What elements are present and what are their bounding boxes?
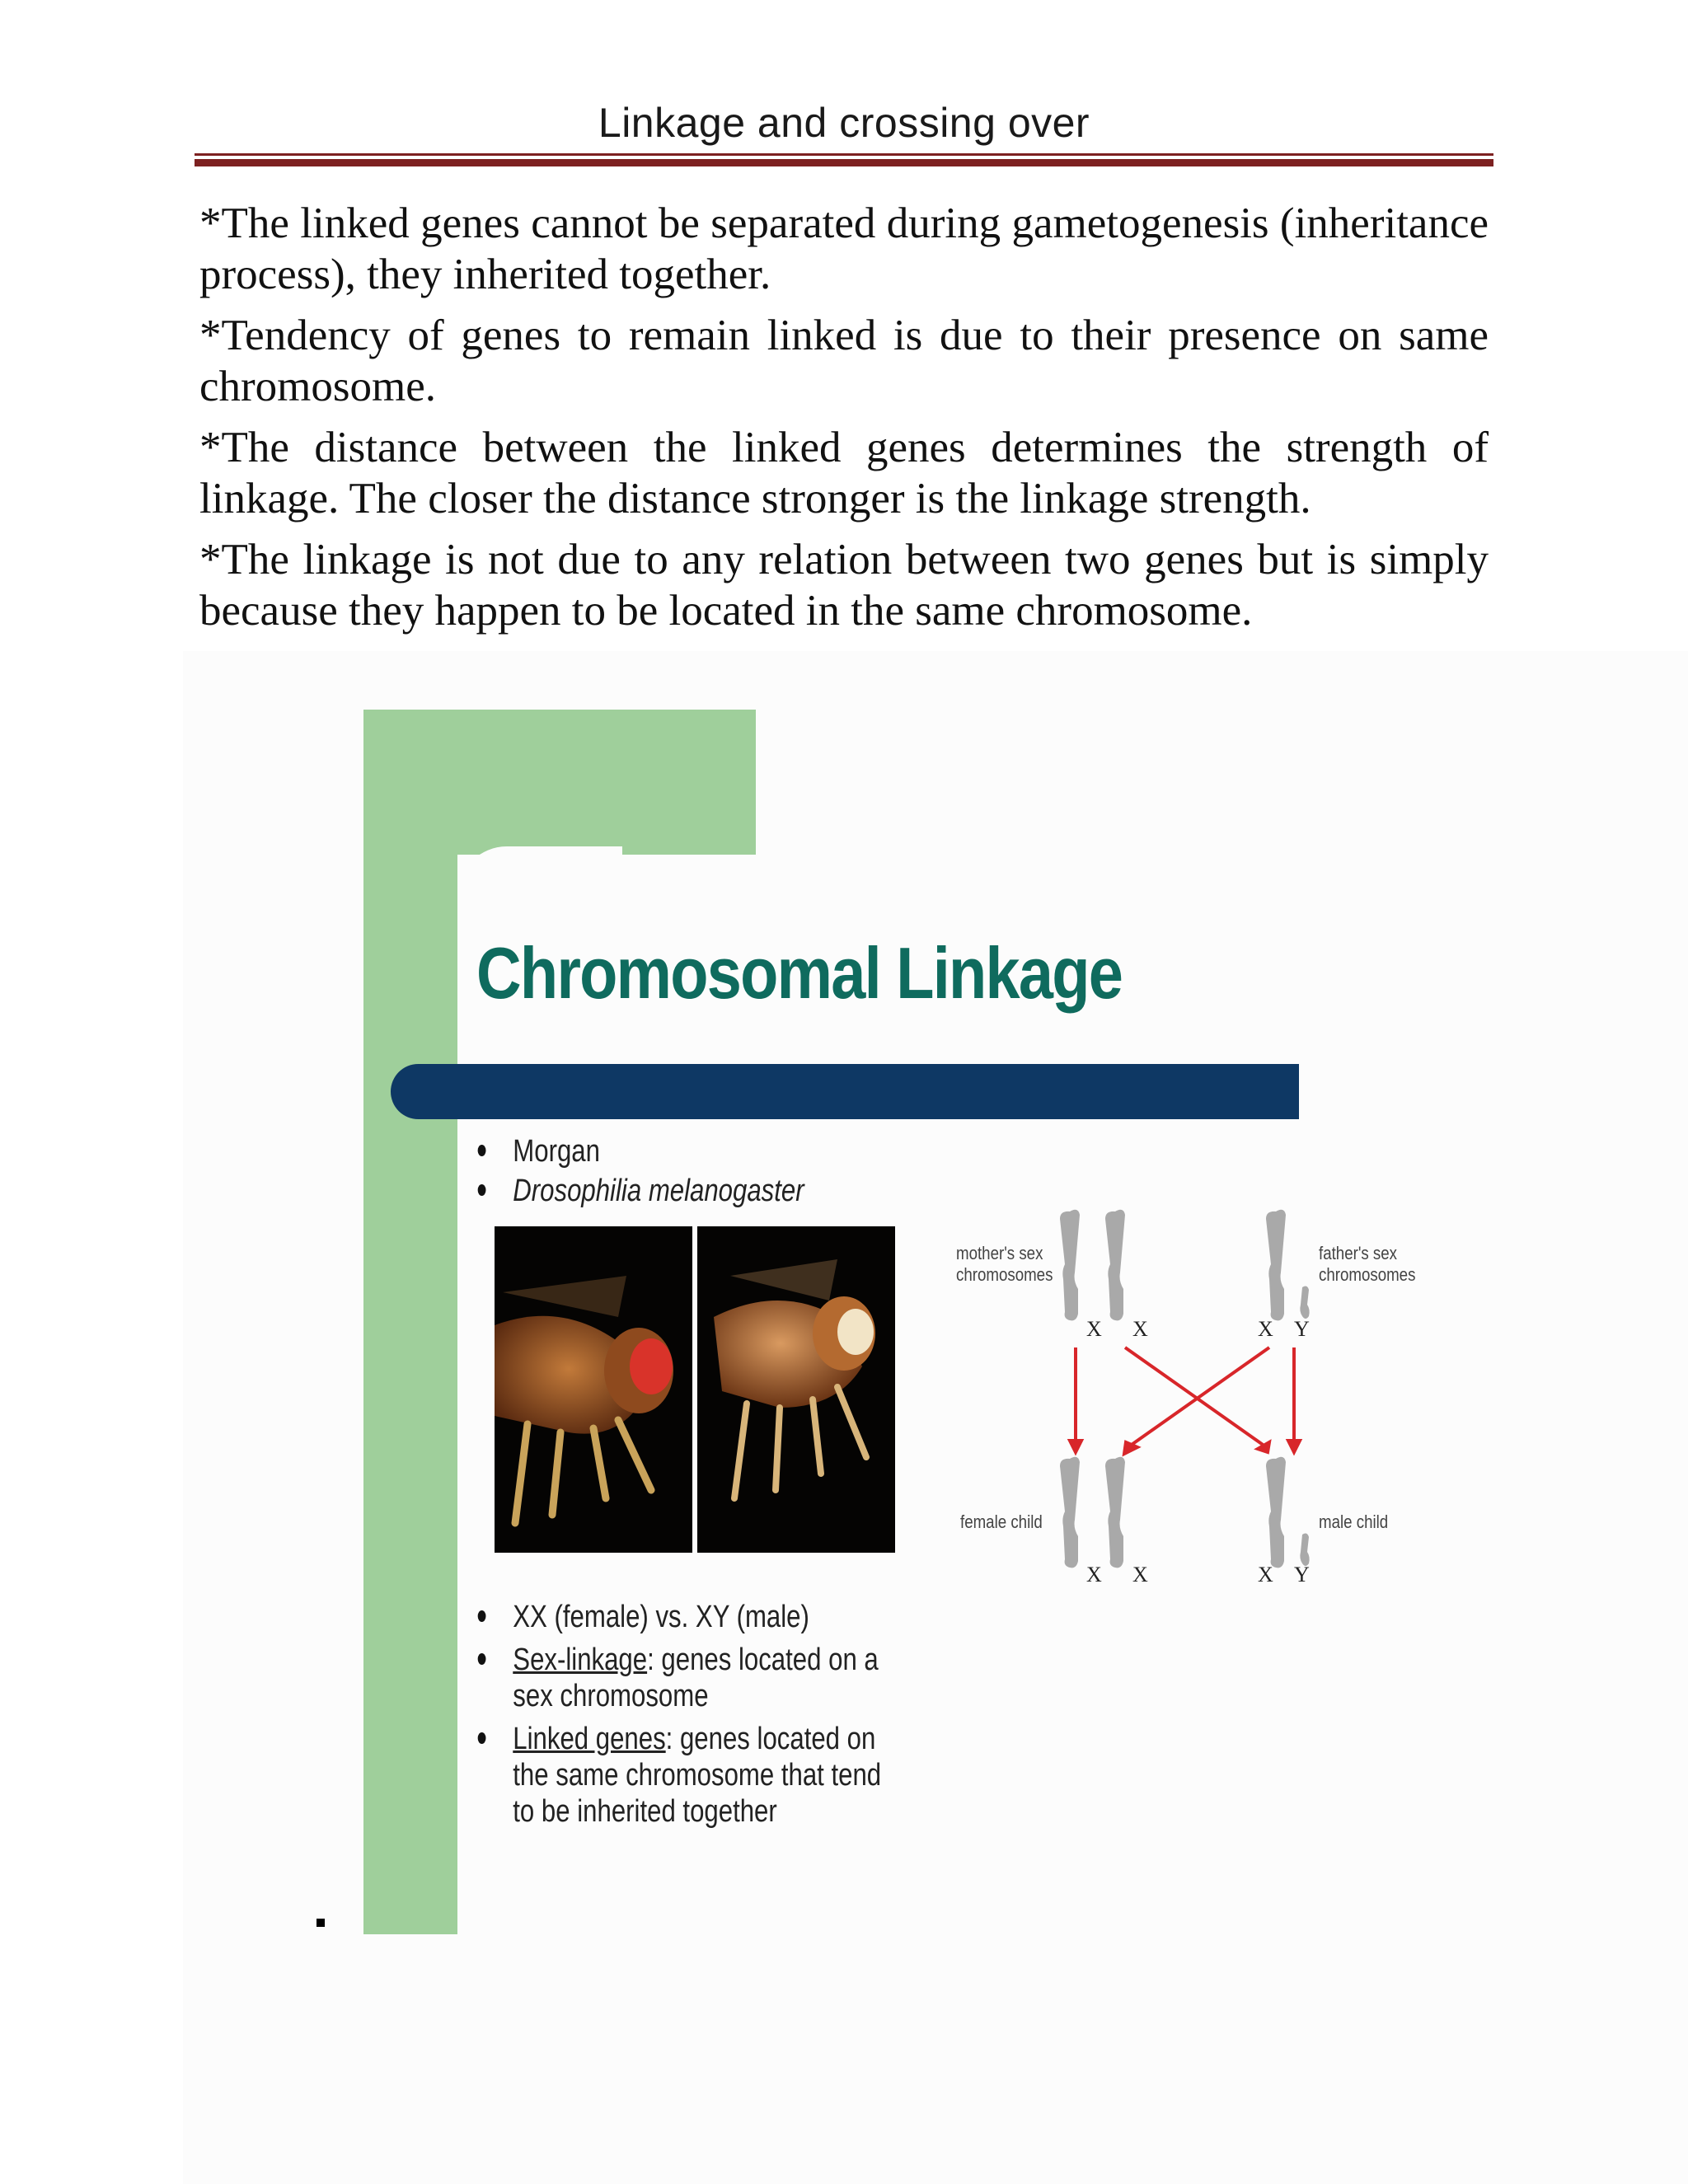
slide-title: Chromosomal Linkage bbox=[476, 932, 1123, 1014]
bullet-morgan bbox=[476, 1133, 804, 1169]
bullet-sex-linkage bbox=[476, 1642, 882, 1714]
bullet-text: XX (female) vs. XY (male) bbox=[513, 1600, 809, 1634]
bullet-linked-genes bbox=[476, 1721, 882, 1830]
bullet-text: : genes located on a sex chromosome bbox=[513, 1643, 879, 1713]
label-x: X bbox=[1258, 1317, 1273, 1341]
slide-title-bar bbox=[391, 1064, 1299, 1119]
father-label: father's sex chromosomes bbox=[1319, 1243, 1416, 1285]
bullet-dot bbox=[478, 1732, 486, 1744]
female-child-label: female child bbox=[960, 1511, 1043, 1532]
mother-label: mother's sex chromosomes bbox=[956, 1243, 1053, 1285]
paragraph-1: *The linked genes cannot be separated during gametogenesis (inheritance process), they inherited together. bbox=[199, 199, 1489, 298]
label-x: X bbox=[1258, 1563, 1273, 1586]
bullet-text: Drosophilia melanogaster bbox=[513, 1174, 804, 1208]
body-text bbox=[199, 198, 1489, 646]
chromosome-graphics bbox=[940, 1195, 1434, 1607]
bullet-dot bbox=[478, 1653, 486, 1665]
chromosome-x-father bbox=[1266, 1210, 1286, 1321]
label-y: Y bbox=[1294, 1563, 1310, 1586]
bullet-dot bbox=[478, 1145, 486, 1156]
arrow-mother-to-son bbox=[1125, 1347, 1265, 1446]
male-child-label: male child bbox=[1319, 1511, 1389, 1532]
arrow-father-to-daughter bbox=[1129, 1347, 1269, 1446]
page-header-title: Linkage and crossing over bbox=[598, 100, 1090, 146]
slide-green-block-left bbox=[363, 710, 457, 1934]
paragraph-4: *The linkage is not due to any relation between two genes but is simply because they happen to be located in the same chromosome. bbox=[199, 536, 1489, 635]
chromosome-x-son bbox=[1266, 1457, 1286, 1568]
drosophila-photo-right bbox=[697, 1226, 895, 1553]
bullet-xx-xy bbox=[476, 1599, 882, 1635]
chromosome-x-daughter-1 bbox=[1060, 1457, 1080, 1568]
fly-illustration-right bbox=[697, 1226, 895, 1553]
label-x: X bbox=[1132, 1563, 1148, 1586]
bullet-text: : genes located on the same chromosome that tend to be inherited together bbox=[513, 1722, 882, 1829]
chromosome-x-daughter-2 bbox=[1105, 1457, 1125, 1568]
slide-top-bullets bbox=[476, 1133, 804, 1212]
bullet-dot bbox=[478, 1610, 486, 1622]
chromosome-x-mother-1 bbox=[1060, 1210, 1080, 1321]
stray-bullet-mark bbox=[316, 1919, 325, 1927]
paragraph-3: *The distance between the linked genes determines the strength of linkage. The closer the distance stronger is the linkage strength. bbox=[199, 424, 1489, 523]
chromosome-y-son bbox=[1300, 1534, 1309, 1566]
header-rule-thick bbox=[195, 159, 1493, 166]
label-x: X bbox=[1086, 1563, 1102, 1586]
slide-bottom-bullets bbox=[476, 1599, 882, 1836]
bullet-term: Sex-linkage bbox=[513, 1643, 648, 1677]
fly-illustration-left bbox=[495, 1226, 692, 1553]
header-rule-thin bbox=[195, 153, 1493, 156]
chromosome-x-mother-2 bbox=[1105, 1210, 1125, 1321]
label-x: X bbox=[1086, 1317, 1102, 1341]
paragraph-2: *Tendency of genes to remain linked is due to their presence on same chromosome. bbox=[199, 312, 1489, 410]
bullet-text: Morgan bbox=[513, 1134, 600, 1169]
drosophila-photo-left bbox=[495, 1226, 692, 1553]
chromosome-y-father bbox=[1300, 1286, 1309, 1319]
bullet-dot bbox=[478, 1184, 486, 1196]
bullet-drosophila bbox=[476, 1173, 804, 1209]
bullet-term: Linked genes bbox=[513, 1722, 666, 1756]
label-x: X bbox=[1132, 1317, 1148, 1341]
sex-chromosome-diagram bbox=[940, 1195, 1434, 1607]
label-y: Y bbox=[1294, 1317, 1310, 1341]
